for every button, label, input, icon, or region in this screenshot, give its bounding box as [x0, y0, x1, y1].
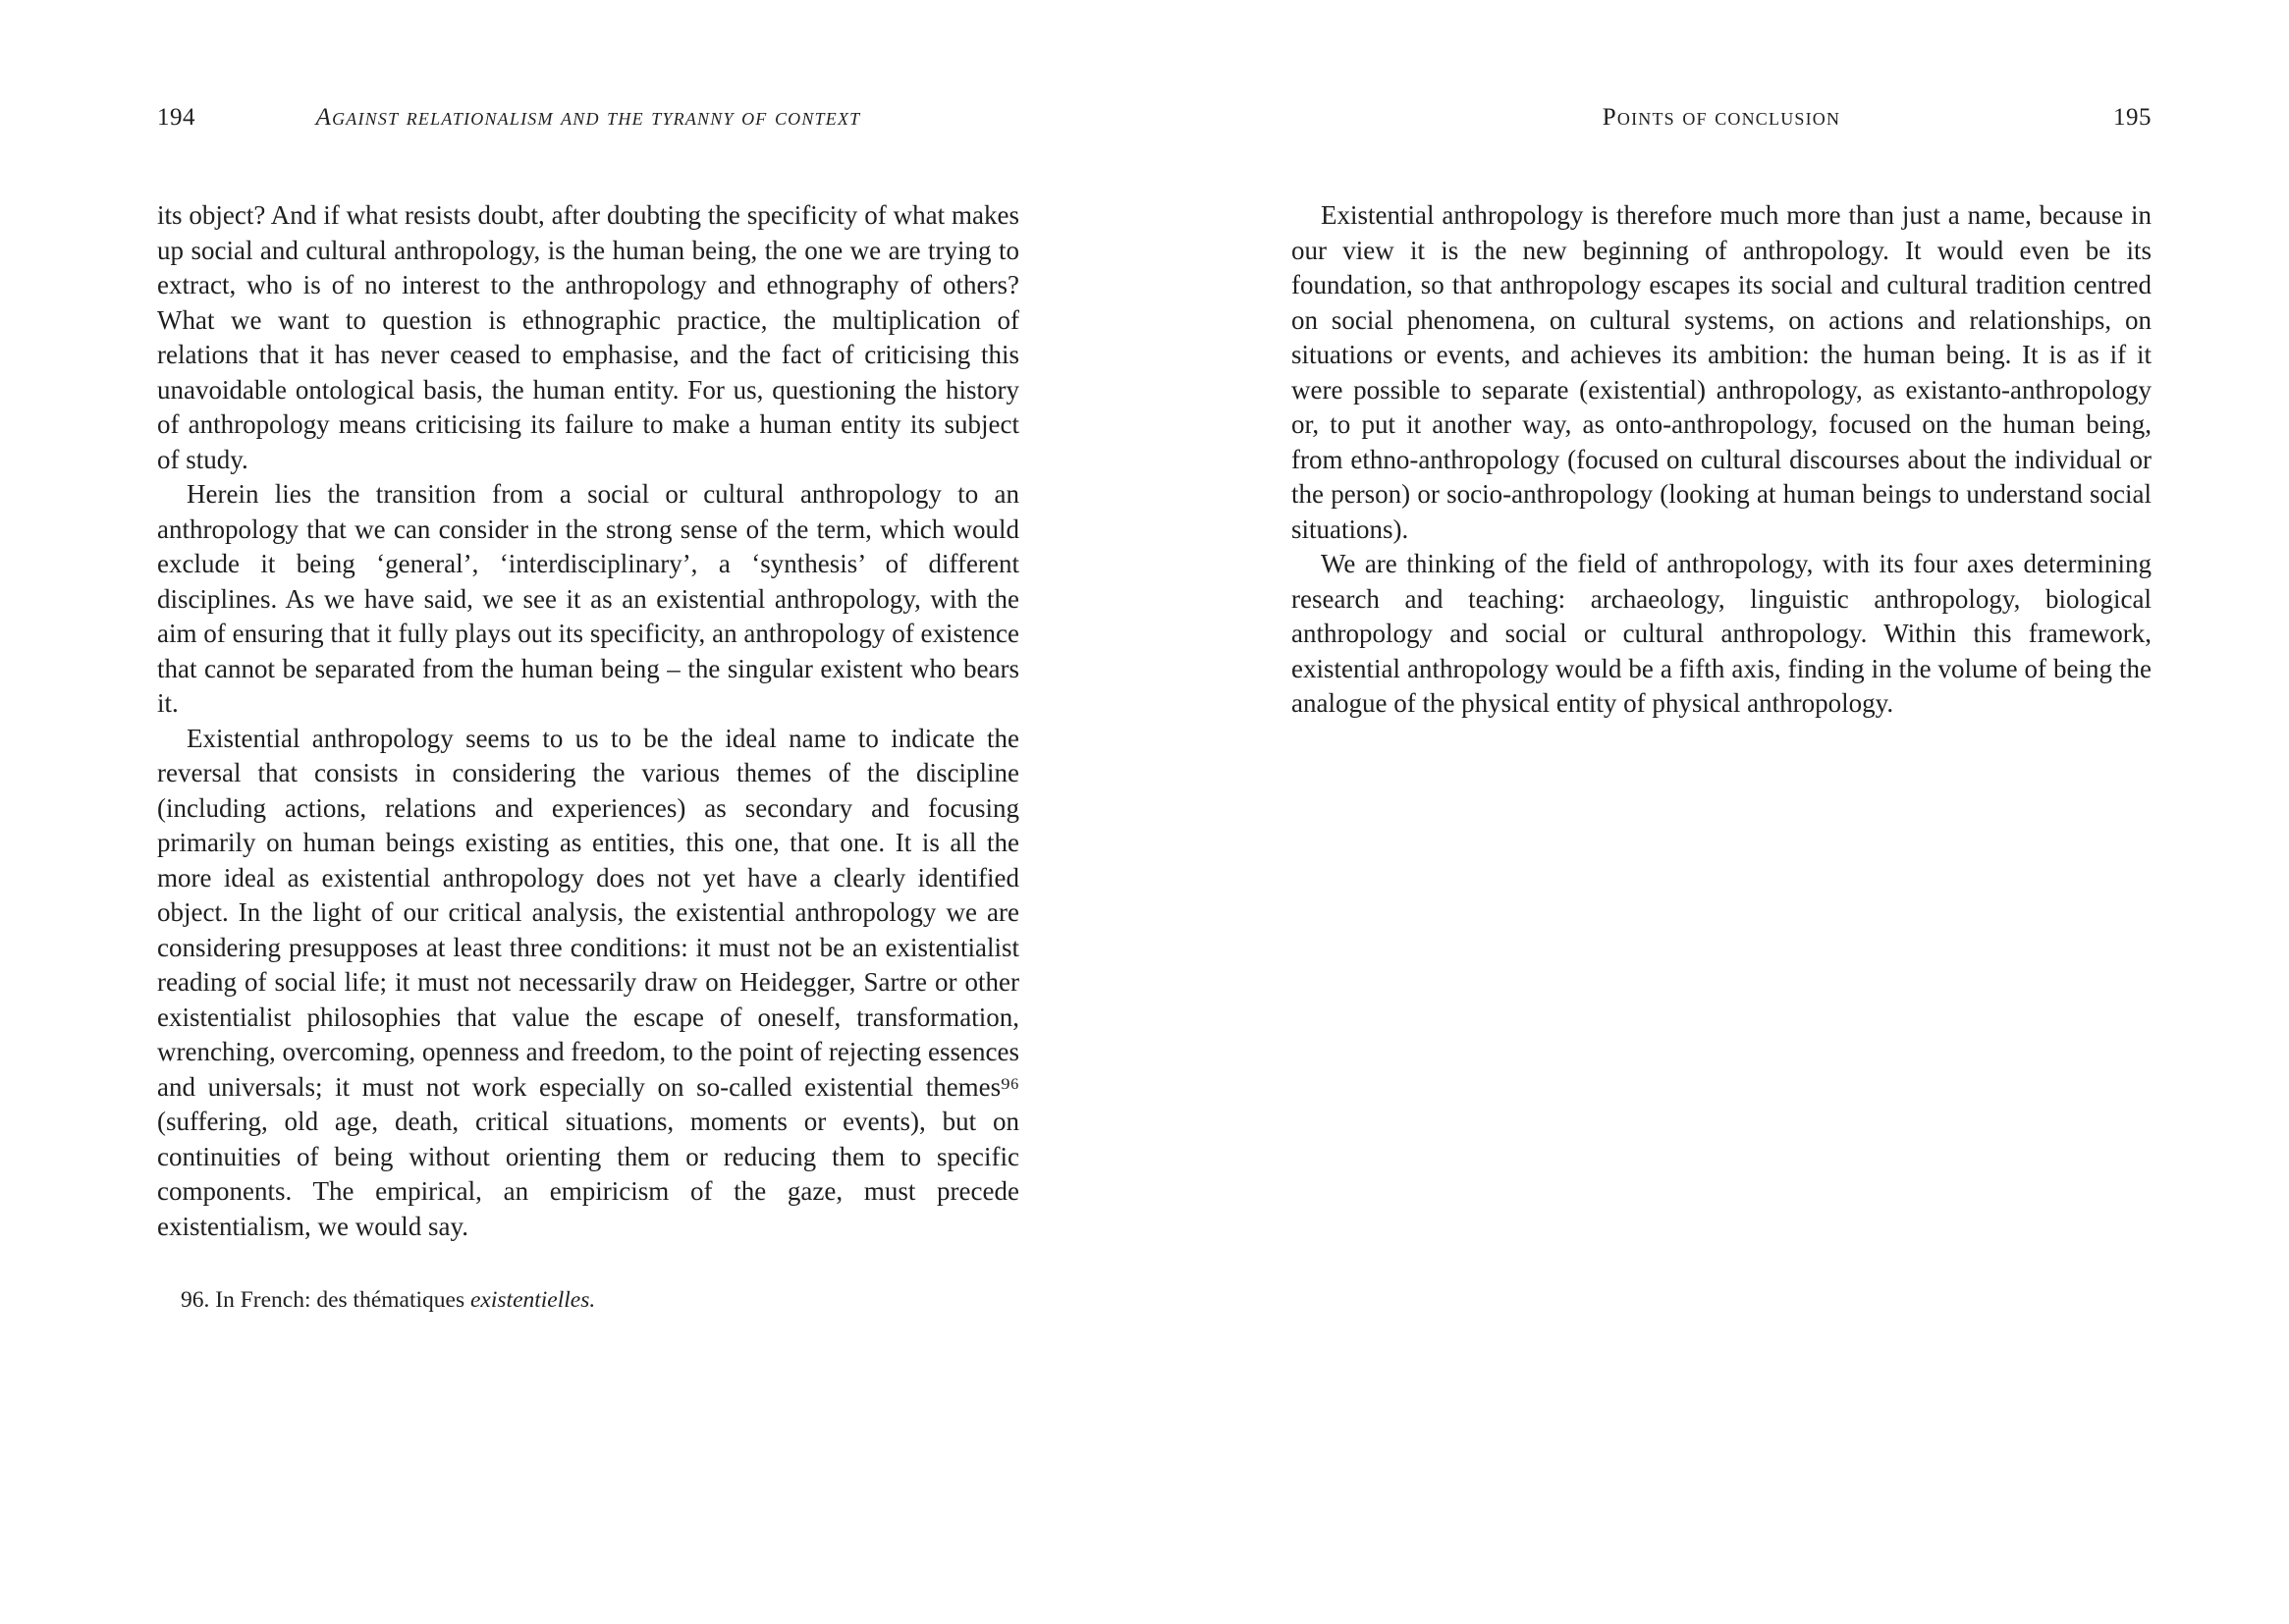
running-head-right: Points of conclusion	[1602, 104, 1841, 131]
right-text-block	[1291, 198, 2152, 722]
paragraph: Existential anthropology seems to us to be the ideal name to indicate the reversal that consists in considering the various themes of the discipline (including actions, relations and experiences) as secondary and focusing primarily on human beings existing as entities, this one, that one. It is all the more ideal as existential anthropology does not yet have a clearly identified object. In the light of our critical analysis, the existential anthropology we are considering presupposes at least three conditions: it must not be an existentialist reading of social life; it must not necessarily draw on Heidegger, Sartre or other existentialist philosophies that value the escape of oneself, transformation, wrenching, overcoming, openness and freedom, to the point of rejecting essences and universals; it must not work especially on so-called existential themes⁹⁶ (suffering, old age, death, critical situations, moments or events), but on continuities of being without orienting them or reducing them to specific components. The empirical, an empiricism of the gaze, must precede existentialism, we would say.	[157, 723, 1019, 1241]
running-head-left: Against relationalism and the tyranny of context	[315, 104, 861, 131]
paragraph: We are thinking of the field of anthropology, with its four axes determining research and teaching: archaeology, linguistic anthropology, biological anthropology and social or cultural anthropology. Within this framework, existential anthropology would be a fifth axis, finding in the volume of being the analogue of the physical entity of physical anthropology.	[1291, 549, 2152, 718]
page-left	[157, 104, 1019, 1316]
paragraph: Existential anthropology is therefore much more than just a name, because in our view it is the new beginning of anthropology. It would even be its foundation, so that anthropology escapes its social and cultural tradition centred on social phenomena, on cultural systems, on actions and relationships, on situations or events, and achieves its ambition: the human being. It is as if it were possible to separate (existential) anthropology, as existanto-anthropology or, to put it another way, as onto-anthropology, focused on the human being, from ethno-anthropology (focused on cultural discourses about the individual or the person) or socio-anthropology (looking at human beings to understand social situations).	[1291, 200, 2152, 544]
page-right	[1291, 104, 2152, 722]
page-header-right	[1291, 104, 2152, 137]
footnote	[157, 1285, 1019, 1316]
paragraph: its object? And if what resists doubt, after doubting the specificity of what makes up social and cultural anthropology, is the human being, the one we are trying to extract, who is of no interest to the anthropology and ethnography of others? What we want to question is ethnographic practice, the multiplication of relations that it has never ceased to emphasise, and the fact of criticising this unavoidable ontological basis, the human entity. For us, questioning the history of anthropology means criticising its failure to make a human entity its subject of study.	[157, 200, 1019, 474]
footnote-italic-term: existentielles.	[470, 1287, 596, 1313]
footnote-text: 96. In French: des thématiques	[181, 1287, 470, 1313]
page-header-left	[157, 104, 1019, 137]
paragraph: Herein lies the transition from a social or cultural anthropology to an anthropology that we can consider in the strong sense of the term, which would exclude it being ‘general’, ‘interdisciplinary’, a ‘synthesis’ of different disciplines. As we have said, we see it as an existential anthropology, with the aim of ensuring that it fully plays out its specificity, an anthropology of existence that cannot be separated from the human being – the singular existent who bears it.	[157, 479, 1019, 718]
page-number-right: 195	[2113, 104, 2152, 131]
page-number-left: 194	[157, 104, 195, 131]
left-text-block	[157, 198, 1019, 1244]
